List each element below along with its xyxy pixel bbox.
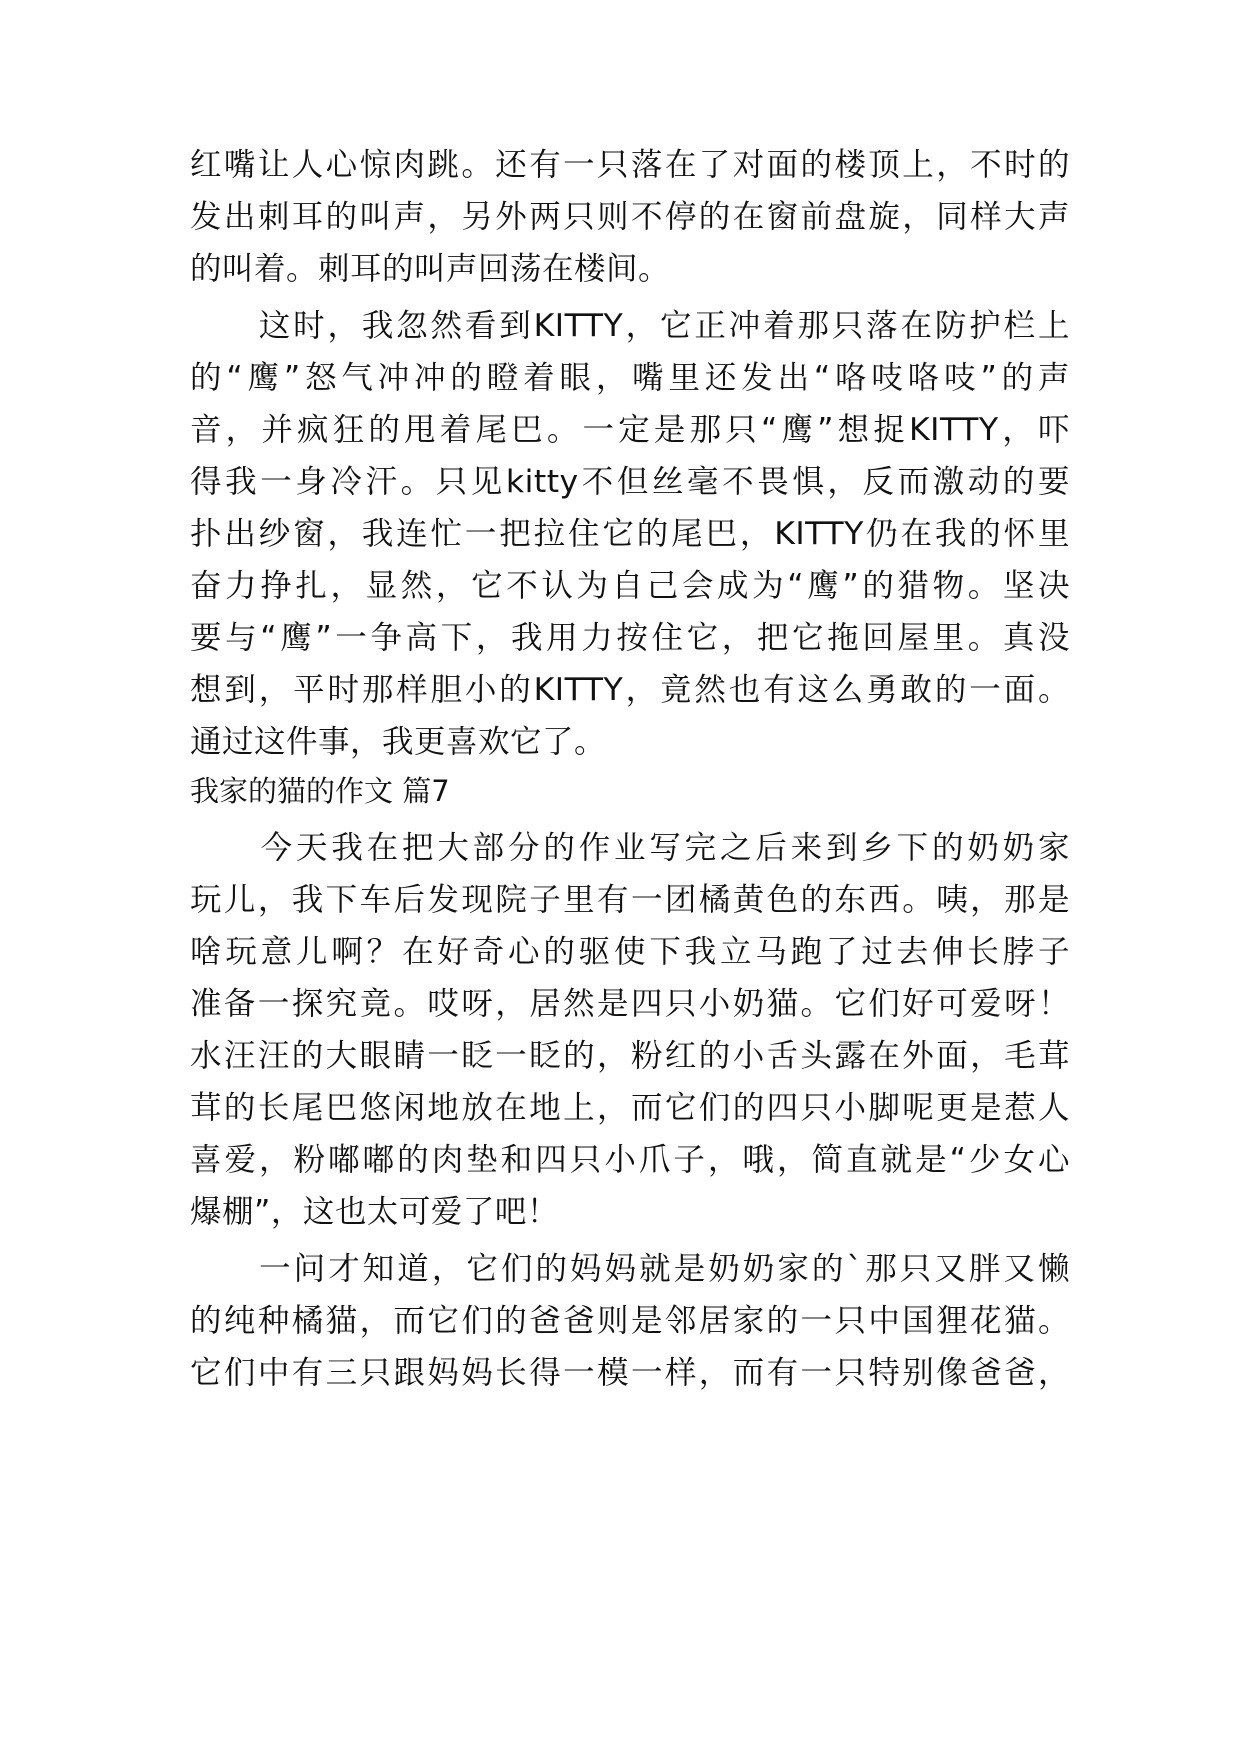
text-line: 发出刺耳的叫声，另外两只则不停的在窗前盘旋，同样大声 bbox=[190, 199, 1070, 235]
text-line: 奋力挣扎，显然，它不认为自己会成为“鹰”的猎物。坚决 bbox=[190, 568, 1070, 604]
text-line: 水汪汪的大眼睛一眨一眨的，粉红的小舌头露在外面，毛茸 bbox=[190, 1038, 1070, 1074]
text-line: 音，并疯狂的甩着尾巴。一定是那只“鹰”想捉KITTY，吓 bbox=[190, 412, 1070, 448]
text-line: 得我一身冷汗。只见kitty不但丝毫不畏惧，反而激动的要 bbox=[190, 464, 1070, 500]
text-line: 准备一探究竟。哎呀，居然是四只小奶猫。它们好可爱呀！ bbox=[190, 986, 1070, 1022]
text-line: 喜爱，粉嘟嘟的肉垫和四只小爪子，哦，简直就是“少女心 bbox=[190, 1142, 1070, 1178]
text-line: 的叫着。刺耳的叫声回荡在楼间。 bbox=[190, 251, 671, 287]
text-line: 这时，我忽然看到KITTY，它正冲着那只落在防护栏上 bbox=[190, 308, 1070, 344]
text-line: 红嘴让人心惊肉跳。还有一只落在了对面的楼顶上，不时的 bbox=[190, 147, 1070, 183]
section-heading: 我家的猫的作文 篇7 bbox=[190, 774, 450, 808]
text-line: 一问才知道，它们的妈妈就是奶奶家的`那只又胖又懒 bbox=[190, 1251, 1070, 1287]
text-line: 扑出纱窗，我连忙一把拉住它的尾巴，KITTY仍在我的怀里 bbox=[190, 516, 1070, 552]
text-line: 要与“鹰”一争高下，我用力按住它，把它拖回屋里。真没 bbox=[190, 620, 1070, 656]
text-line: 茸的长尾巴悠闲地放在地上，而它们的四只小脚呢更是惹人 bbox=[190, 1090, 1070, 1126]
text-line: 的“鹰”怒气冲冲的瞪着眼，嘴里还发出“咯吱咯吱”的声 bbox=[190, 360, 1070, 396]
text-line: 它们中有三只跟妈妈长得一模一样，而有一只特别像爸爸， bbox=[190, 1355, 1070, 1391]
text-line: 通过这件事，我更喜欢它了。 bbox=[190, 724, 607, 760]
text-line: 啥玩意儿啊？在好奇心的驱使下我立马跑了过去伸长脖子 bbox=[190, 934, 1070, 970]
text-line: 今天我在把大部分的作业写完之后来到乡下的奶奶家 bbox=[190, 830, 1070, 866]
text-line: 想到，平时那样胆小的KITTY，竟然也有这么勇敢的一面。 bbox=[190, 672, 1070, 708]
text-line: 爆棚”，这也太可爱了吧！ bbox=[190, 1194, 559, 1230]
text-line: 玩儿，我下车后发现院子里有一团橘黄色的东西。咦，那是 bbox=[190, 882, 1070, 918]
text-line: 的纯种橘猫，而它们的爸爸则是邻居家的一只中国狸花猫。 bbox=[190, 1303, 1070, 1339]
